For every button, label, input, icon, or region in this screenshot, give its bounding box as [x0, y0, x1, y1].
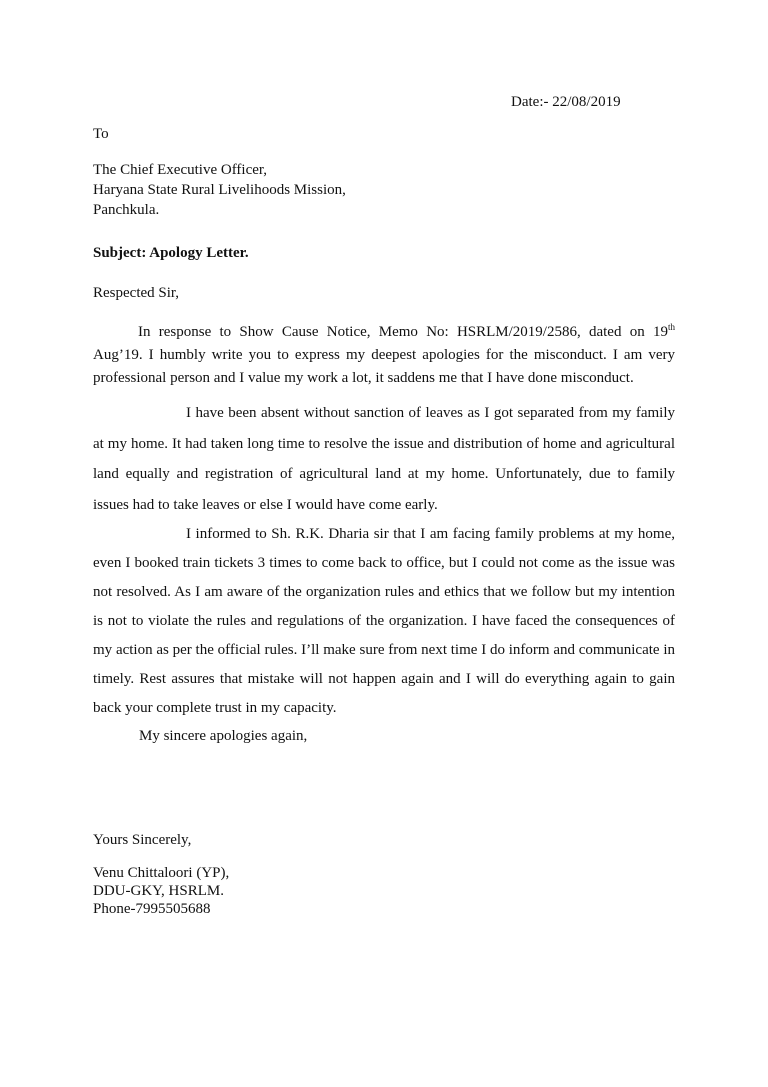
recipient-title: The Chief Executive Officer,: [93, 162, 268, 178]
subject-line: Subject: Apology Letter.: [93, 245, 249, 261]
paragraph-absence: I have been absent without sanction of leaves as I got separated from my family at my home. It had taken long time to resolve the issue and distribution of home and agricultural land equally and registration of agricultural land at my home. Unfortunately, due to family issues had to take leaves or else I would have come early.: [93, 405, 675, 513]
recipient-address: [93, 160, 346, 220]
paragraph-response-start: In response to Show Cause Notice, Memo No: HSRLM/2019/2586, dated on 19: [138, 324, 668, 340]
paragraph-response: [93, 321, 675, 390]
salutation: Respected Sir,: [93, 285, 180, 301]
paragraph-explanation: I informed to Sh. R.K. Dharia sir that I am facing family problems at my home, even I booked train tickets 3 times to come back to office, but I could not come as the issue was not resolved. As I am aware of the organization rules and ethics that we follow but my intention is not to violate the rules and regulations of the organization. I have faced the consequences of my action as per the official rules. I’ll make sure from next time I do inform and communicate in timely. Rest assures that mistake will not happen again and I will do everything again to gain back your complete trust in my capacity.: [93, 526, 675, 716]
ordinal-suffix: th: [667, 322, 675, 332]
closing-apology: My sincere apologies again,: [139, 728, 308, 744]
to-line: To: [93, 126, 109, 142]
sender-name: Venu Chittaloori (YP),: [93, 865, 230, 881]
sender-phone: Phone-7995505688: [93, 901, 211, 917]
letter-date: Date:- 22/08/2019: [511, 94, 621, 110]
recipient-city: Panchkula.: [93, 202, 160, 218]
sender-organization: DDU-GKY, HSRLM.: [93, 883, 224, 899]
recipient-organization: Haryana State Rural Livelihoods Mission,: [93, 182, 346, 198]
valediction: Yours Sincerely,: [93, 832, 192, 848]
paragraph-response-end: Aug’19. I humbly write you to express my deepest apologies for the misconduct. I am very professional person and I value my work a lot, it saddens me that I have done misconduct.: [93, 347, 675, 386]
signature-block: [93, 864, 229, 918]
